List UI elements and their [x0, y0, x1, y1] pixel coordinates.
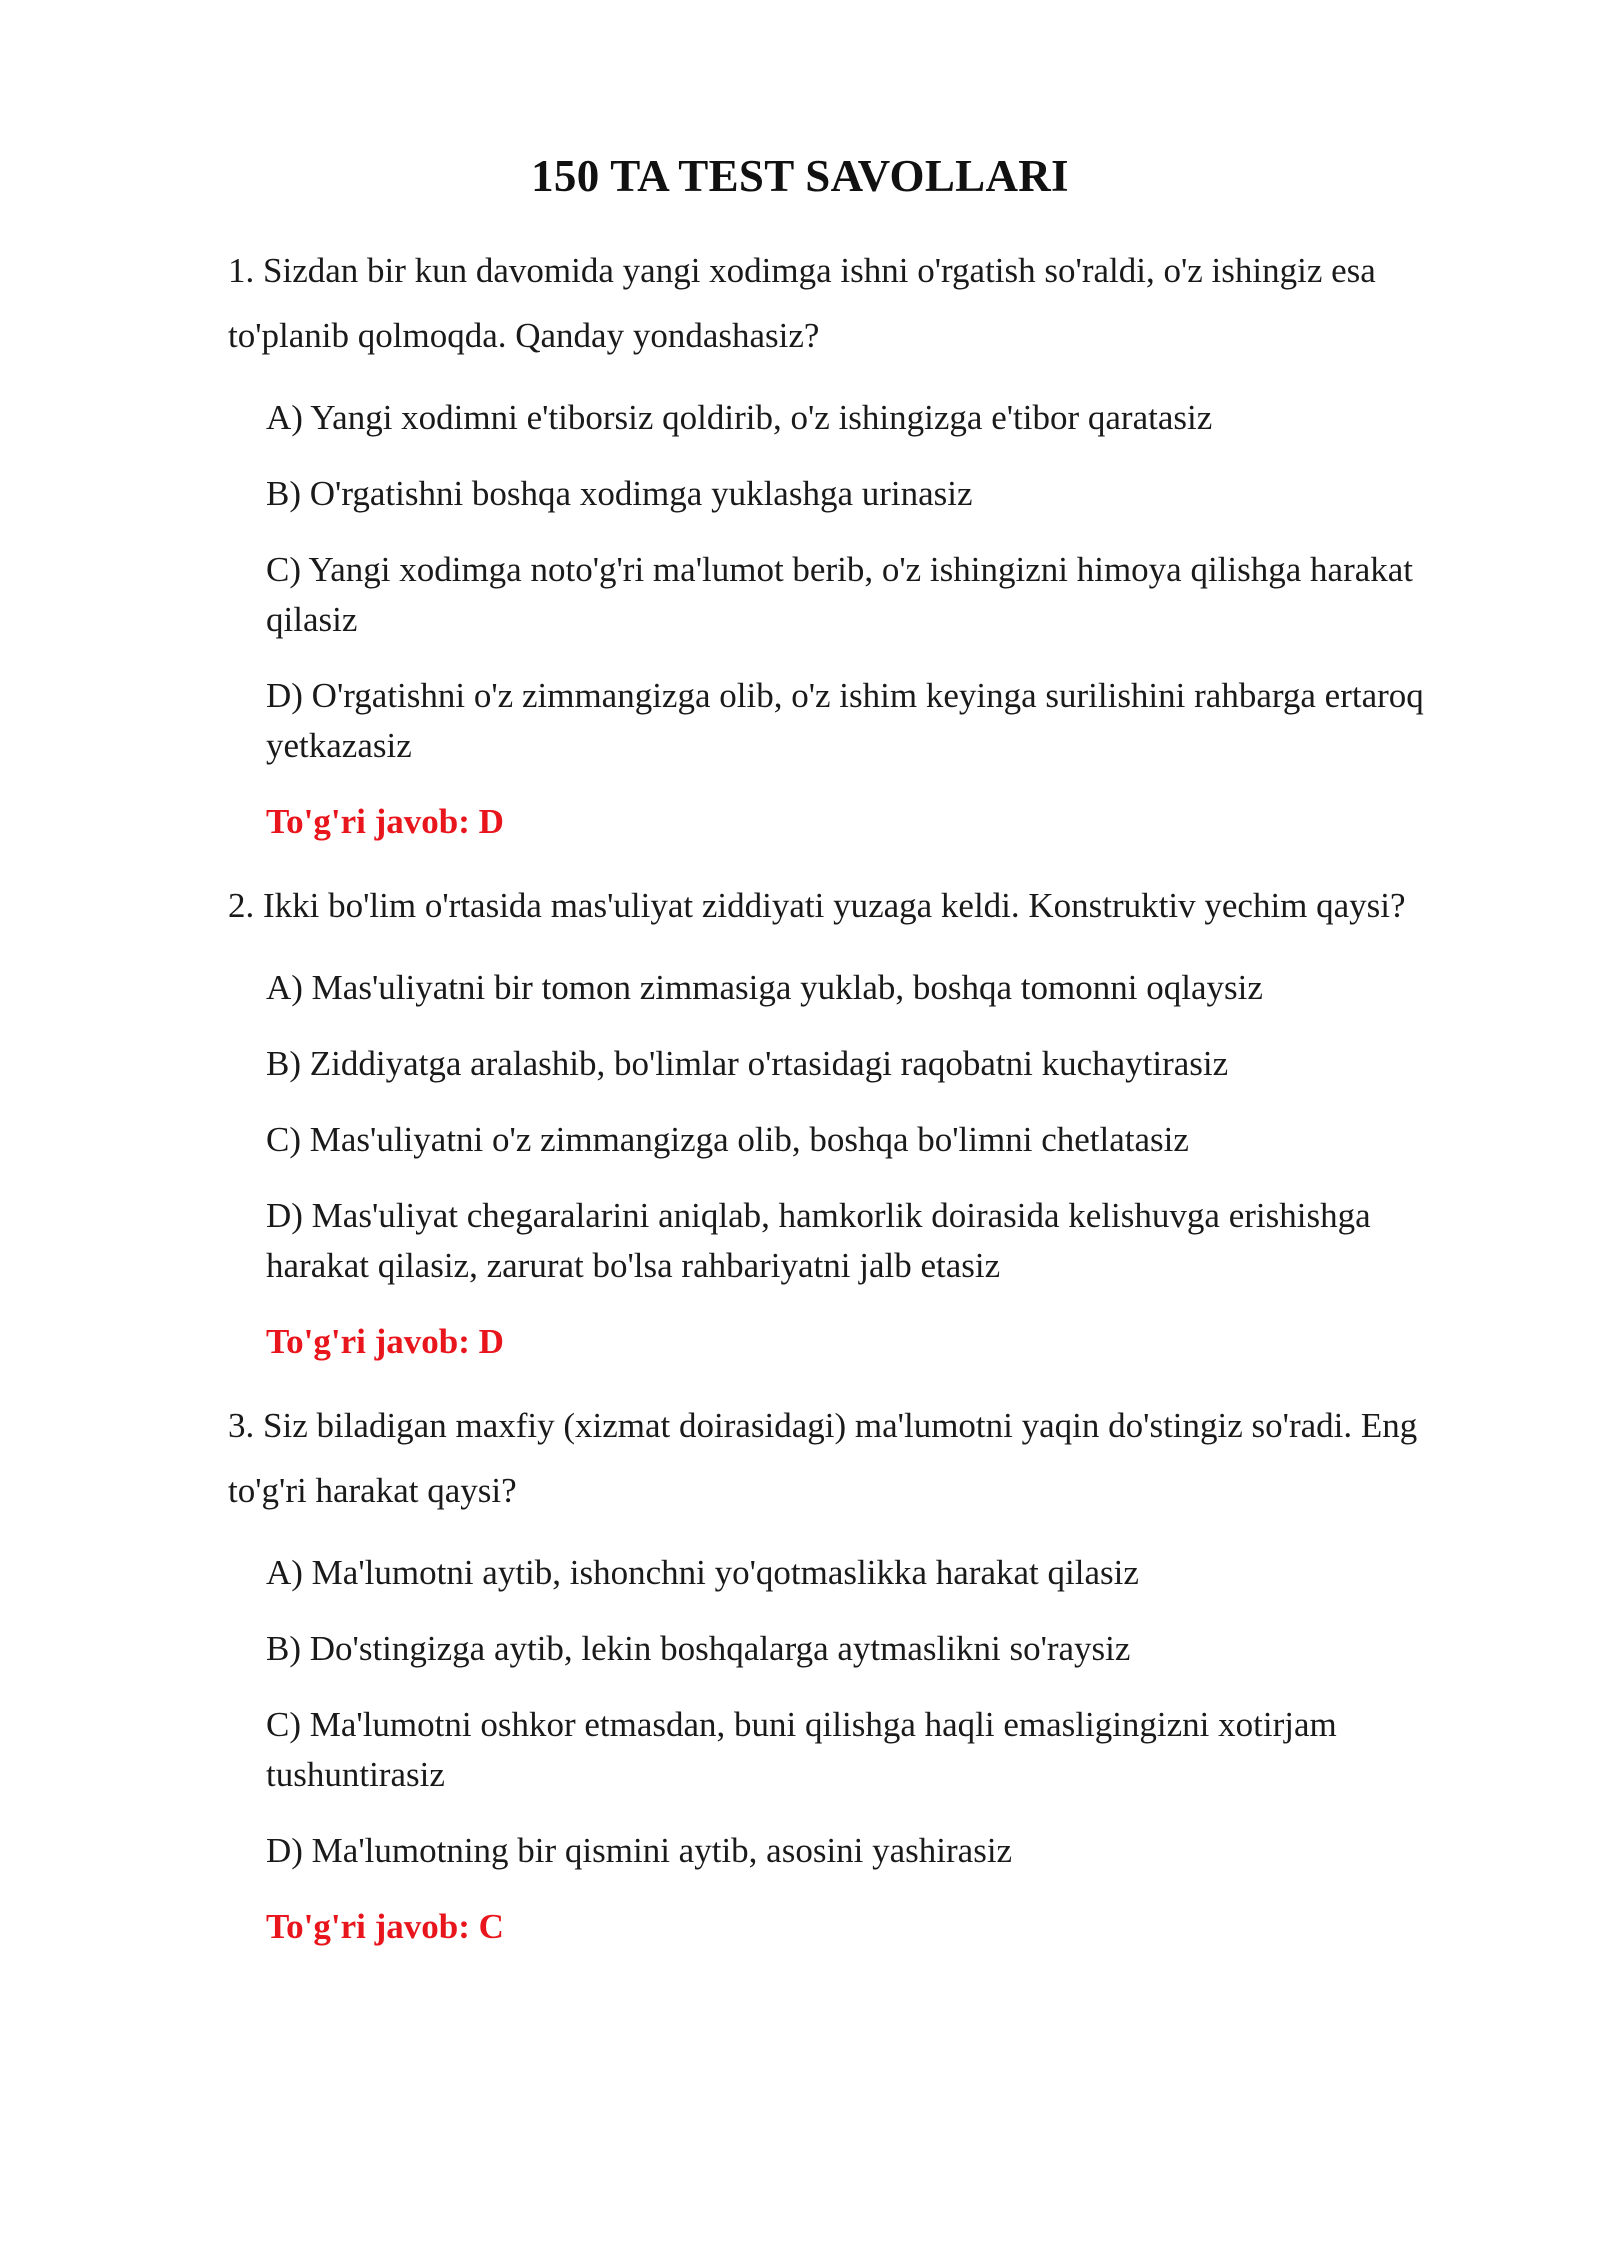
option-a: A) Yangi xodimni e'tiborsiz qoldirib, o'z ishingizga e'tibor qaratasiz — [266, 398, 1213, 437]
correct-answer: To'g'ri javob: C — [266, 1907, 504, 1946]
document-title: 150 TA TEST SAVOLLARI — [531, 151, 1069, 201]
option-c: C) Yangi xodimga noto'g'ri ma'lumot berib, o'z ishingizni himoya qilishga harakat qilasiz — [266, 550, 1414, 639]
option-d: D) O'rgatishni o'z zimmangizga olib, o'z ishim keyinga surilishini rahbarga ertaroq yetkazasiz — [266, 676, 1424, 765]
document-content — [228, 238, 1468, 1978]
question-block-1 — [228, 238, 1468, 847]
option-b: B) O'rgatishni boshqa xodimga yuklashga urinasiz — [266, 474, 973, 513]
question-text: 2. Ikki bo'lim o'rtasida mas'uliyat ziddiyati yuzaga keldi. Konstruktiv yechim qaysi? — [228, 886, 1406, 925]
question-text: 1. Sizdan bir kun davomida yangi xodimga ishni o'rgatish so'raldi, o'z ishingiz esa to'planib qolmoqda. Qanday yondashasiz? — [228, 251, 1376, 355]
question-block-2 — [228, 873, 1468, 1367]
option-d: D) Mas'uliyat chegaralarini aniqlab, hamkorlik doirasida kelishuvga erishishga harakat qilasiz, zarurat bo'lsa rahbariyatni jalb etasiz — [266, 1196, 1371, 1285]
option-b: B) Ziddiyatga aralashib, bo'limlar o'rtasidagi raqobatni kuchaytirasiz — [266, 1044, 1229, 1083]
option-b: B) Do'stingizga aytib, lekin boshqalarga aytmaslikni so'raysiz — [266, 1629, 1131, 1668]
option-c: C) Ma'lumotni oshkor etmasdan, buni qilishga haqli emasligingizni xotirjam tushuntirasiz — [266, 1705, 1337, 1794]
option-c: C) Mas'uliyatni o'z zimmangizga olib, boshqa bo'limni chetlatasiz — [266, 1120, 1189, 1159]
question-text: 3. Siz biladigan maxfiy (xizmat doirasidagi) ma'lumotni yaqin do'stingiz so'radi. Eng to'g'ri harakat qaysi? — [228, 1406, 1418, 1510]
question-block-3 — [228, 1393, 1468, 1952]
correct-answer: To'g'ri javob: D — [266, 802, 504, 841]
correct-answer: To'g'ri javob: D — [266, 1322, 504, 1361]
option-a: A) Mas'uliyatni bir tomon zimmasiga yuklab, boshqa tomonni oqlaysiz — [266, 968, 1263, 1007]
option-d: D) Ma'lumotning bir qismini aytib, asosini yashirasiz — [266, 1831, 1013, 1870]
option-a: A) Ma'lumotni aytib, ishonchni yo'qotmaslikka harakat qilasiz — [266, 1553, 1139, 1592]
